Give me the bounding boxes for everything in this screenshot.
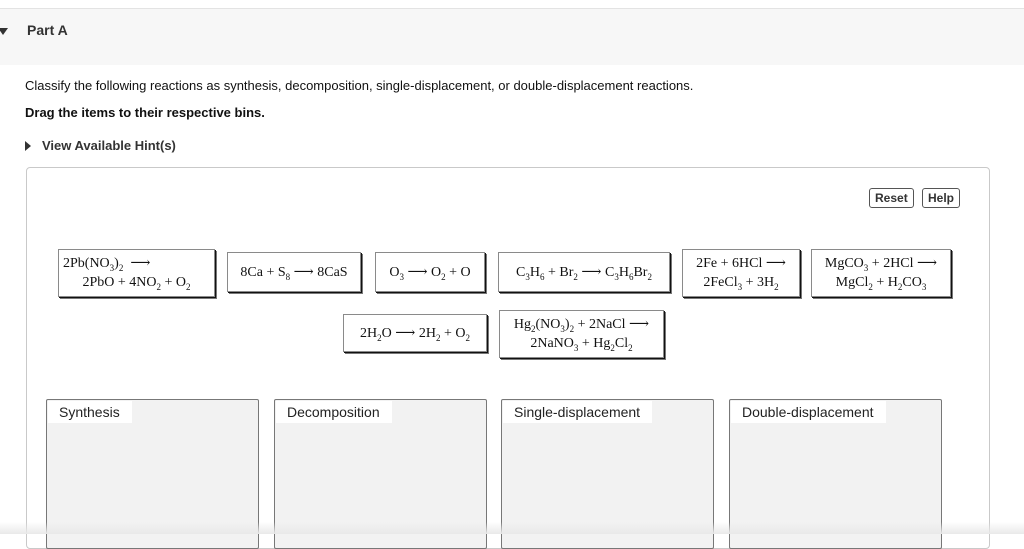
caret-right-icon [25, 141, 31, 151]
reaction-tile-water[interactable]: $2H_2O$ ⟶ $2H_2 + O_2$ [343, 314, 487, 352]
view-hints-toggle[interactable] [25, 138, 176, 153]
bin-label: Single-displacement [503, 401, 652, 423]
instructions-text: Classify the following reactions as synthesis, decomposition, single-displacement, or double-displacement reactions. [25, 78, 694, 93]
bin-label: Decomposition [276, 401, 392, 423]
reaction-tile-mercury-nitrate[interactable]: $Hg_2(NO_3)_2$ + 2NaCl ⟶ 2NaNO$_3$ + $Hg_2Cl_2$ [499, 310, 664, 358]
part-header[interactable] [0, 9, 1024, 65]
drag-drop-workspace [26, 167, 990, 549]
part-title: Part A [27, 22, 68, 38]
help-button[interactable]: Help [922, 188, 960, 208]
bin-label: Synthesis [48, 401, 132, 423]
reaction-tile-iron-hcl[interactable]: 2Fe + 6HCl ⟶ 2FeCl$_3$ + $3H_2$ [682, 249, 800, 297]
reaction-tile-propene-bromine[interactable]: $C_3H_6 + Br_2$ ⟶ $C_3H_6Br_2$ [498, 252, 670, 292]
caret-down-icon[interactable] [0, 28, 8, 35]
reaction-tile-mg-carbonate[interactable]: MgCO$_3$ + 2HCl ⟶ MgCl$_2$ + $H_2CO_3$ [811, 249, 951, 297]
reaction-tile-ca-sulfur[interactable]: $8Ca + S_8$ ⟶ 8CaS [227, 252, 361, 292]
drag-instruction: Drag the items to their respective bins. [25, 105, 265, 120]
bin-label: Double-displacement [731, 401, 886, 423]
reaction-tile-pb-nitrate[interactable]: $2Pb(NO_3)_2$ ⟶ $2PbO + 4NO_2 + O_2$ [58, 249, 215, 297]
page-bottom-fade [0, 522, 1024, 534]
reaction-tile-ozone[interactable]: $O_3$ ⟶ $O_2 + O$ [375, 252, 485, 292]
reset-button[interactable]: Reset [869, 188, 914, 208]
view-hints-label: View Available Hint(s) [42, 138, 176, 153]
